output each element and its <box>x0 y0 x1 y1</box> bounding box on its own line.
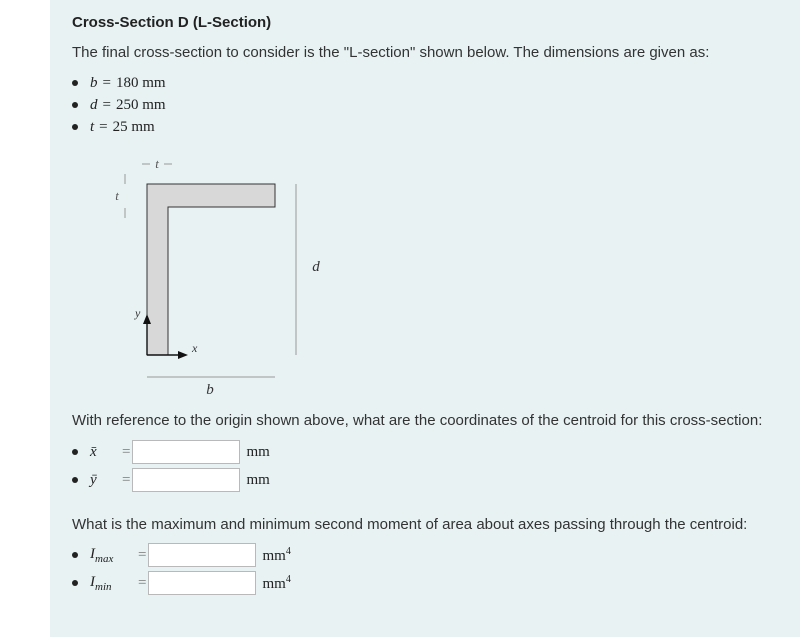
i-max-unit: $mm^4$ <box>262 545 291 564</box>
equals-sign: = <box>122 471 131 488</box>
equals-sign: = <box>138 574 147 591</box>
label-x: x <box>192 341 198 355</box>
i-min-answer-row <box>72 571 291 595</box>
label-y: y <box>135 306 141 320</box>
x-bar-symbol: x̄ <box>90 443 97 460</box>
bullet-icon <box>72 80 78 86</box>
bullet-icon <box>72 449 78 455</box>
dimension-symbol: d <box>90 97 98 113</box>
equals-sign: = <box>102 75 111 91</box>
i-max-answer-row <box>72 543 291 567</box>
y-bar-input[interactable] <box>132 468 240 492</box>
side-thickness-dimension <box>115 174 125 218</box>
dimension-symbol: t <box>90 119 95 135</box>
dimension-item <box>72 94 166 116</box>
i-min-unit: $mm^4$ <box>262 573 291 592</box>
i-max-symbol: $I_{max}$ <box>90 545 114 565</box>
equals-sign: = <box>122 443 131 460</box>
x-bar-answer-row <box>72 440 270 464</box>
dimension-item <box>72 72 166 94</box>
i-min-input[interactable] <box>148 571 256 595</box>
label-b: b <box>206 382 214 398</box>
dimension-symbol: b <box>90 75 98 91</box>
equals-sign: = <box>102 97 111 113</box>
bullet-icon <box>72 552 78 558</box>
i-max-input[interactable] <box>148 543 256 567</box>
equals-sign: = <box>138 546 147 563</box>
bullet-icon <box>72 102 78 108</box>
x-bar-input[interactable] <box>132 440 240 464</box>
intro-text: The final cross-section to consider is the "L-section" shown below. The dimensions are given as: <box>72 44 710 61</box>
dimension-value: 250 mm <box>115 97 166 113</box>
bullet-icon <box>72 477 78 483</box>
l-section-shape <box>147 184 275 355</box>
bullet-icon <box>72 124 78 130</box>
l-section-diagram <box>100 150 340 400</box>
depth-dimension <box>296 184 320 355</box>
dimension-list <box>72 72 166 138</box>
breadth-dimension <box>147 377 275 398</box>
label-t-side: t <box>115 188 119 203</box>
moment-question: What is the maximum and minimum second moment of area about axes passing through the centroid: <box>72 516 748 533</box>
y-bar-unit: mm <box>246 471 270 488</box>
equals-sign: = <box>99 119 108 135</box>
i-min-symbol: $I_{min}$ <box>90 573 112 593</box>
y-bar-symbol: ȳ <box>90 471 97 488</box>
dimension-value: 25 mm <box>112 119 155 135</box>
x-arrow-icon <box>178 351 188 359</box>
bullet-icon <box>72 580 78 586</box>
label-t-top: t <box>155 156 159 171</box>
label-d: d <box>312 259 320 275</box>
top-thickness-dimension <box>142 156 172 171</box>
dimension-value: 180 mm <box>115 75 166 91</box>
x-bar-unit: mm <box>246 443 270 460</box>
section-title: Cross-Section D (L-Section) <box>72 14 272 31</box>
dimension-item <box>72 116 166 138</box>
y-bar-answer-row <box>72 468 270 492</box>
centroid-question: With reference to the origin shown above, what are the coordinates of the centroid for this cross-section: <box>72 412 763 429</box>
